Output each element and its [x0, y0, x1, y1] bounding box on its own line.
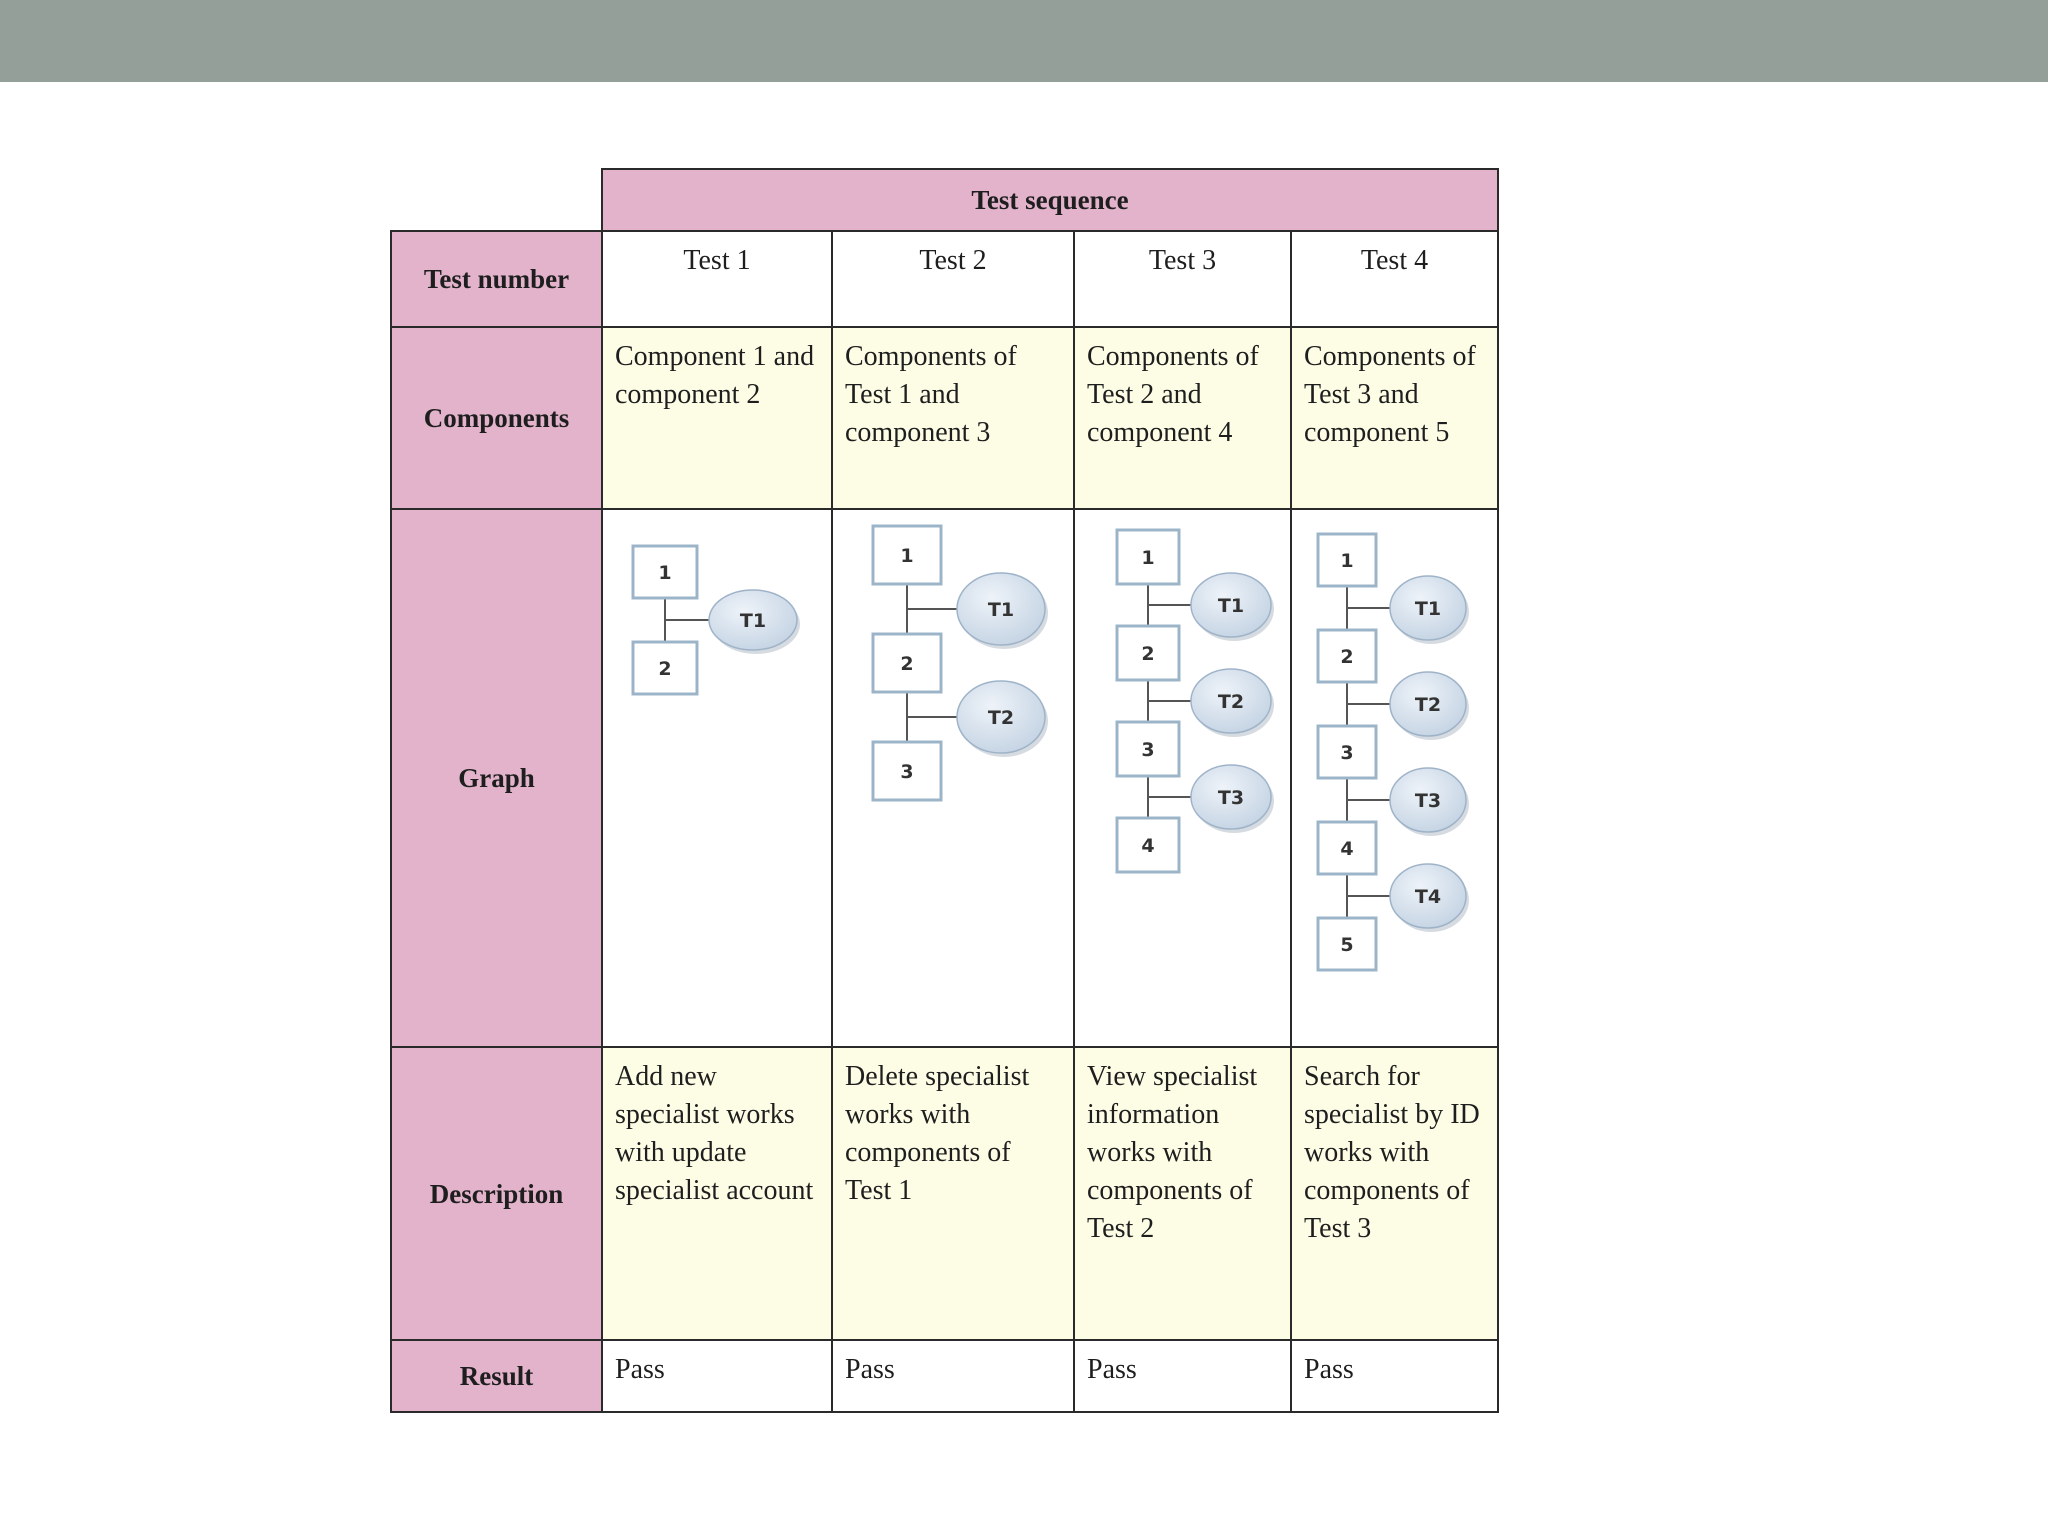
test-number-cell: Test 3 — [1074, 231, 1291, 327]
table-row — [391, 327, 1498, 509]
component-node-label: 2 — [900, 653, 914, 675]
component-node-label: 3 — [1141, 739, 1155, 761]
result-text: Pass — [1304, 1354, 1354, 1385]
corner-blank — [391, 169, 602, 231]
table-row — [391, 509, 1498, 1047]
test-bubble-label: T1 — [987, 599, 1015, 621]
graph-cell — [1291, 509, 1498, 1047]
graph-cell — [602, 509, 832, 1047]
components-text: Components of Test 1 and component 3 — [845, 341, 1017, 448]
test-bubble-label: T3 — [1217, 787, 1245, 809]
result-text: Pass — [845, 1354, 895, 1385]
row-label-graph: Graph — [391, 509, 602, 1047]
components-text: Component 1 and component 2 — [615, 341, 815, 410]
test-number-cell: Test 2 — [832, 231, 1074, 327]
test-number-cell: Test 4 — [1291, 231, 1498, 327]
component-node-label: 2 — [1340, 646, 1354, 668]
table-row — [391, 1340, 1498, 1412]
components-cell — [832, 327, 1074, 509]
integration-graph-test-3 — [1075, 510, 1290, 1046]
test-number-cell: Test 1 — [602, 231, 832, 327]
component-node-label: 1 — [900, 545, 914, 567]
description-cell — [832, 1047, 1074, 1340]
test-bubble-label: T4 — [1414, 886, 1442, 908]
result-cell — [1074, 1340, 1291, 1412]
row-label-test-number: Test number — [391, 231, 602, 327]
components-cell — [1291, 327, 1498, 509]
components-cell — [1074, 327, 1291, 509]
description-text: View specialist information works with components of Test 2 — [1087, 1061, 1258, 1244]
component-node-label: 4 — [1340, 838, 1354, 860]
test-sequence-header: Test sequence — [602, 169, 1498, 231]
description-cell — [1074, 1047, 1291, 1340]
row-label-components: Components — [391, 327, 602, 509]
description-text: Delete specialist works with components of Test 1 — [845, 1061, 1030, 1206]
result-cell — [602, 1340, 832, 1412]
integration-graph-test-1 — [603, 510, 831, 1046]
description-text: Search for specialist by ID works with components of Test 3 — [1304, 1061, 1480, 1244]
component-node-label: 3 — [900, 761, 914, 783]
result-text: Pass — [1087, 1354, 1137, 1385]
graph-cell — [832, 509, 1074, 1047]
integration-graph-test-2 — [833, 510, 1073, 1046]
row-label-description: Description — [391, 1047, 602, 1340]
test-sequence-table — [390, 168, 1499, 1413]
test-bubble-label: T3 — [1414, 790, 1442, 812]
description-text: Add new specialist works with update specialist account — [615, 1061, 814, 1206]
test-bubble-label: T2 — [1414, 694, 1442, 716]
component-node-label: 1 — [1141, 547, 1155, 569]
components-text: Components of Test 3 and component 5 — [1304, 341, 1476, 448]
component-node-label: 4 — [1141, 835, 1155, 857]
result-cell — [832, 1340, 1074, 1412]
component-node-label: 2 — [658, 658, 672, 680]
test-bubble-label: T1 — [1217, 595, 1245, 617]
graph-cell — [1074, 509, 1291, 1047]
top-bar — [0, 0, 2048, 82]
test-bubble-label: T1 — [1414, 598, 1442, 620]
component-node-label: 1 — [658, 562, 672, 584]
test-bubble-label: T1 — [739, 610, 767, 632]
table-row — [391, 231, 1498, 327]
table-row — [391, 1047, 1498, 1340]
component-node-label: 1 — [1340, 550, 1354, 572]
components-text: Components of Test 2 and component 4 — [1087, 341, 1259, 448]
description-cell — [1291, 1047, 1498, 1340]
description-cell — [602, 1047, 832, 1340]
components-cell — [602, 327, 832, 509]
result-text: Pass — [615, 1354, 665, 1385]
row-label-result: Result — [391, 1340, 602, 1412]
result-cell — [1291, 1340, 1498, 1412]
integration-graph-test-4 — [1292, 510, 1497, 1046]
component-node-label: 3 — [1340, 742, 1354, 764]
component-node-label: 2 — [1141, 643, 1155, 665]
test-bubble-label: T2 — [1217, 691, 1245, 713]
test-bubble-label: T2 — [987, 707, 1015, 729]
table-row — [391, 169, 1498, 231]
component-node-label: 5 — [1340, 934, 1354, 956]
